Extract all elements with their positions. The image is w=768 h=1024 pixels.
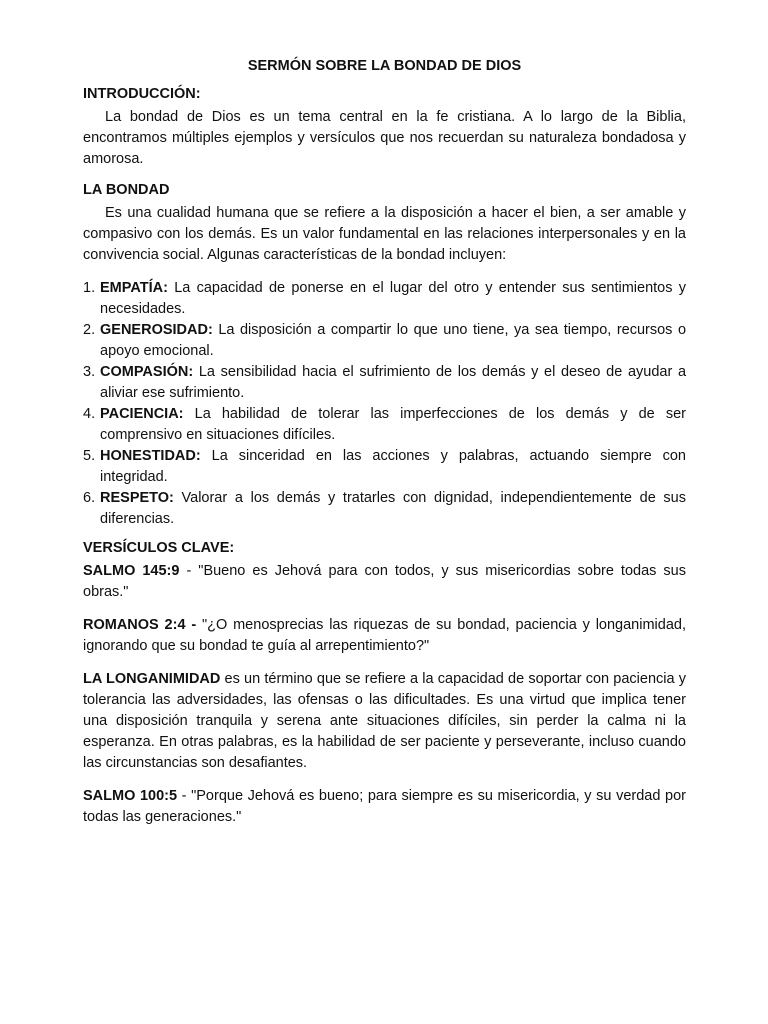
trait-term: EMPATÍA: <box>100 280 168 296</box>
trait-item-generosidad: 2. GENEROSIDAD: La disposición a compartir lo que uno tiene, ya sea tiempo, recursos o apoyo emocional. <box>83 322 687 359</box>
trait-term: RESPETO: <box>100 490 174 506</box>
trait-term: COMPASIÓN: <box>100 364 194 380</box>
verse-salmo-100 <box>83 786 686 828</box>
intro-paragraph: La bondad de Dios es un tema central en la fe cristiana. A lo largo de la Biblia, encontramos múltiples ejemplos y versículos que nos recuerdan su naturaleza bondadosa y amorosa. <box>83 109 686 167</box>
trait-term: HONESTIDAD: <box>100 448 201 464</box>
versiculos-heading: VERSÍCULOS CLAVE: <box>83 540 235 556</box>
trait-item-compasion: 3. COMPASIÓN: La sensibilidad hacia el sufrimiento de los demás y el deseo de ayudar a aliviar ese sufrimiento. <box>83 364 687 401</box>
trait-item-paciencia: 4. PACIENCIA: La habilidad de tolerar las imperfecciones de los demás y de ser comprensivo en situaciones difíciles. <box>83 406 686 443</box>
trait-term: PACIENCIA: <box>100 406 184 422</box>
trait-desc: Valorar a los demás y tratarles con dignidad, independientemente de sus diferencias. <box>100 490 686 527</box>
verse-text: - "Bueno es Jehová para con todos, y sus misericordias sobre todas sus obras." <box>83 563 686 600</box>
longanimidad-paragraph <box>83 669 686 774</box>
trait-desc: La sensibilidad hacia el sufrimiento de los demás y el deseo de ayudar a aliviar ese sufrimiento. <box>100 364 687 401</box>
verse-romanos-2-4 <box>83 615 686 657</box>
verse-ref: SALMO 100:5 <box>83 788 178 804</box>
verse-ref: SALMO 145:9 <box>83 563 180 579</box>
verse-ref: ROMANOS 2:4 - <box>83 617 197 633</box>
traits-list <box>83 278 686 530</box>
trait-item-honestidad: 5. HONESTIDAD: La sinceridad en las acciones y palabras, actuando siempre con integridad. <box>83 448 686 485</box>
bondad-paragraph: Es una cualidad humana que se refiere a la disposición a hacer el bien, a ser amable y compasivo con los demás. Es un valor fundamental en las relaciones interpersonales y en la convivencia social. Algunas características de la bondad incluyen: <box>83 205 686 263</box>
intro-heading: INTRODUCCIÓN: <box>83 86 201 102</box>
trait-term: GENEROSIDAD: <box>100 322 213 338</box>
trait-desc: La sinceridad en las acciones y palabras, actuando siempre con integridad. <box>100 448 686 485</box>
trait-desc: La habilidad de tolerar las imperfecciones de los demás y de ser comprensivo en situaciones difíciles. <box>100 406 686 443</box>
trait-item-respeto: 6. RESPETO: Valorar a los demás y tratarles con dignidad, independientemente de sus diferencias. <box>83 490 686 527</box>
longanimidad-term: LA LONGANIMIDAD <box>83 671 221 687</box>
bondad-heading: LA BONDAD <box>83 182 170 198</box>
document-title: SERMÓN SOBRE LA BONDAD DE DIOS <box>247 58 522 74</box>
verse-salmo-145 <box>83 561 686 603</box>
trait-desc: La capacidad de ponerse en el lugar del otro y entender sus sentimientos y necesidades. <box>100 280 686 317</box>
trait-item-empatia: 1. EMPATÍA: La capacidad de ponerse en el lugar del otro y entender sus sentimientos y necesidades. <box>83 280 686 317</box>
trait-desc: La disposición a compartir lo que uno tiene, ya sea tiempo, recursos o apoyo emocional. <box>100 322 687 359</box>
verse-text: "¿O menosprecias las riquezas de su bondad, paciencia y longanimidad, ignorando que su bondad te guía al arrepentimiento?" <box>83 617 686 654</box>
longanimidad-text: es un término que se refiere a la capacidad de soportar con paciencia y tolerancia las adversidades, las ofensas o las dificultades. Es una virtud que implica tener una disposición tranquila y serena ante situaciones difíciles, sin perder la calma ni la esperanza. En otras palabras, es la habilidad de ser paciente y perseverante, incluso cuando las circunstancias son desafiantes. <box>83 671 686 771</box>
verse-text: - "Porque Jehová es bueno; para siempre es su misericordia, y su verdad por todas las generaciones." <box>83 788 686 825</box>
